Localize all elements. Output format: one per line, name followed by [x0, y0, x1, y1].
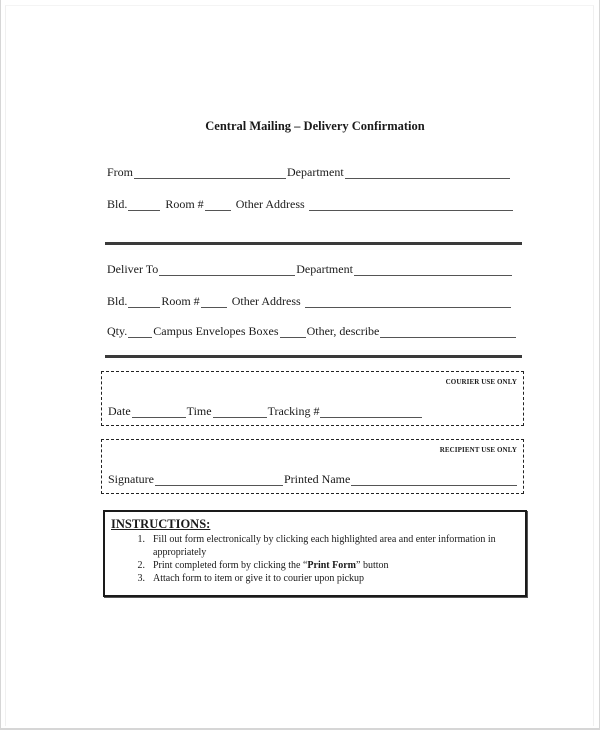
printed-name-field[interactable]: [351, 474, 517, 486]
instruction-number: 1.: [137, 534, 145, 545]
qty-label: Qty.: [107, 324, 128, 338]
recipient-address-row: [107, 294, 512, 308]
time-field[interactable]: [213, 406, 267, 418]
recipient-bld-label: Bld.: [107, 294, 128, 308]
document-title: Central Mailing – Delivery Confirmation: [205, 119, 425, 133]
instruction-item: [125, 572, 520, 585]
tracking-field[interactable]: [320, 406, 422, 418]
room-field[interactable]: [205, 199, 231, 211]
deliver-to-label: Deliver To: [107, 262, 159, 276]
instructions-box: [103, 510, 527, 597]
other-address-label: Other Address: [235, 197, 305, 211]
date-label: Date: [108, 404, 131, 418]
instruction-text-after: ” button: [356, 560, 389, 571]
qty-field[interactable]: [128, 326, 152, 338]
instruction-item: [125, 533, 520, 559]
sender-address-row: [107, 197, 514, 211]
instruction-text: [153, 559, 389, 572]
department-label: Department: [287, 165, 344, 179]
courier-use-box: [101, 371, 524, 426]
recipient-use-box: [101, 439, 524, 494]
other-address-field[interactable]: [309, 199, 513, 211]
quantity-row: [107, 324, 517, 338]
campus-envelopes-boxes-label: Campus Envelopes Boxes: [153, 324, 279, 338]
boxes-field[interactable]: [280, 326, 306, 338]
instruction-text: Fill out form electronically by clicking each highlighted area and enter information in appropriately: [153, 534, 496, 558]
department-field[interactable]: [345, 167, 510, 179]
from-row: [107, 165, 511, 179]
instruction-number: 3.: [137, 573, 145, 584]
instruction-text-before: Print completed form by clicking the “: [153, 560, 308, 571]
recipient-use-label: RECIPIENT USE ONLY: [439, 446, 517, 454]
other-describe-label: Other, describe: [306, 324, 380, 338]
section-divider-2: [105, 355, 522, 358]
recipient-room-label: Room #: [161, 294, 200, 308]
other-describe-field[interactable]: [380, 326, 516, 338]
deliver-to-field[interactable]: [159, 264, 295, 276]
print-form-reference: Print Form: [307, 560, 356, 571]
bld-label: Bld.: [107, 197, 128, 211]
instructions-heading: INSTRUCTIONS:: [111, 517, 211, 531]
page-inner-border: [5, 5, 594, 726]
bld-field[interactable]: [128, 199, 160, 211]
from-field[interactable]: [134, 167, 286, 179]
instruction-number: 2.: [137, 560, 145, 571]
printed-name-label: Printed Name: [284, 472, 351, 486]
instructions-list: [125, 533, 520, 585]
courier-row: [108, 404, 423, 418]
date-field[interactable]: [132, 406, 186, 418]
instruction-item: [125, 559, 520, 572]
from-label: From: [107, 165, 134, 179]
time-label: Time: [186, 404, 212, 418]
recipient-signature-row: [108, 472, 518, 486]
signature-label: Signature: [108, 472, 154, 486]
deliver-to-row: [107, 262, 513, 276]
recipient-department-field[interactable]: [354, 264, 512, 276]
instruction-text: Attach form to item or give it to courier upon pickup: [153, 573, 365, 584]
tracking-label: Tracking #: [267, 404, 320, 418]
recipient-bld-field[interactable]: [128, 296, 160, 308]
recipient-other-address-field[interactable]: [305, 296, 511, 308]
signature-field[interactable]: [155, 474, 283, 486]
recipient-other-address-label: Other Address: [231, 294, 301, 308]
section-divider: [105, 242, 522, 245]
room-label: Room #: [165, 197, 204, 211]
courier-use-label: COURIER USE ONLY: [445, 378, 517, 386]
recipient-room-field[interactable]: [201, 296, 227, 308]
recipient-department-label: Department: [296, 262, 353, 276]
